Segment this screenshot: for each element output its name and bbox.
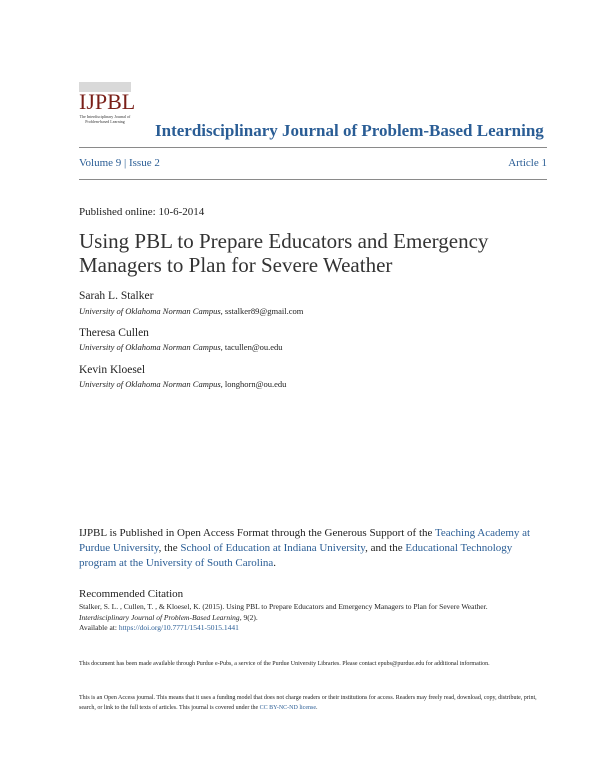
open-access-notice (79, 694, 549, 713)
school-of-education-link[interactable]: School of Education at Indiana University (180, 542, 366, 554)
author-email: sstalker89@gmail.com (224, 306, 304, 316)
author-affiliation: University of Oklahoma Norman Campus, tacullen@ou.edu (79, 342, 283, 352)
author-institution: University of Oklahoma Norman Campus (79, 342, 221, 352)
recommended-citation (79, 602, 549, 634)
author-name: Sarah L. Stalker (79, 290, 154, 302)
author-affiliation: University of Oklahoma Norman Campus, sstalker89@gmail.com (79, 306, 304, 316)
volume-link[interactable]: Volume 9 (79, 157, 122, 169)
educational-technology-link[interactable]: Educational Technology program at the University of South Carolina (79, 542, 513, 569)
author-affiliation: University of Oklahoma Norman Campus, longhorn@ou.edu (79, 379, 287, 389)
issue-link[interactable]: Issue 2 (128, 157, 160, 169)
teaching-academy-link[interactable]: Teaching Academy at Purdue University (79, 527, 531, 554)
author-name: Kevin Kloesel (79, 364, 146, 376)
journal-name[interactable]: Interdisciplinary Journal of Problem-Based Learning (155, 121, 544, 140)
epubs-notice: This document has been made available through Purdue e-Pubs, a service of the Purdue University Libraries. Please contact epubs@purdue.edu for additional information. (79, 661, 490, 667)
logo-text: IJPBL (79, 89, 136, 114)
article-link[interactable]: Article 1 (508, 157, 547, 169)
author-email: longhorn@ou.edu (224, 379, 287, 389)
journal-logo (79, 82, 136, 130)
support-mid2: , and the (365, 542, 406, 554)
published-date: Published online: 10-6-2014 (79, 206, 205, 218)
logo-subtitle: The Interdisciplinary Journal of Problem-based Learning (79, 114, 131, 124)
doi-link[interactable]: https://doi.org/10.7771/1541-5015.1441 (118, 623, 239, 632)
header-rule-top (79, 147, 547, 148)
citation-volume: , 9(2). (239, 612, 258, 622)
author-institution: University of Oklahoma Norman Campus (79, 306, 221, 316)
issue-separator: | (121, 157, 129, 169)
header-rule-bottom (79, 179, 547, 180)
citation-line: Stalker, S. L. , Cullen, T. , & Kloesel, K. (2015). Using PBL to Prepare Educators and Emergency Managers to Plan for Severe Weather. (79, 602, 488, 611)
author-name: Theresa Cullen (79, 327, 149, 339)
article-title: Using PBL to Prepare Educators and Emergency Managers to Plan for Severe Weather (79, 229, 489, 277)
available-label: Available at: (79, 623, 119, 632)
recommended-citation-heading: Recommended Citation (79, 588, 184, 600)
support-suffix: . (273, 557, 277, 569)
support-prefix: IJPBL is Published in Open Access Format through the Generous Support of the (79, 527, 435, 539)
license-link[interactable]: CC BY-NC-ND license (259, 704, 317, 711)
author-institution: University of Oklahoma Norman Campus (79, 379, 221, 389)
citation-journal: Interdisciplinary Journal of Problem-Based Learning (79, 612, 240, 622)
open-access-suffix: . (316, 704, 318, 711)
author-email: tacullen@ou.edu (224, 342, 283, 352)
open-access-text: This is an Open Access journal. This means that it uses a funding model that does not charge readers or their institutions for access. Readers may freely read, download, copy, distribute, print, search, or link to the full texts of articles. This journal is covered under the (79, 695, 537, 711)
support-statement (79, 526, 549, 571)
support-mid1: , the (158, 542, 181, 554)
